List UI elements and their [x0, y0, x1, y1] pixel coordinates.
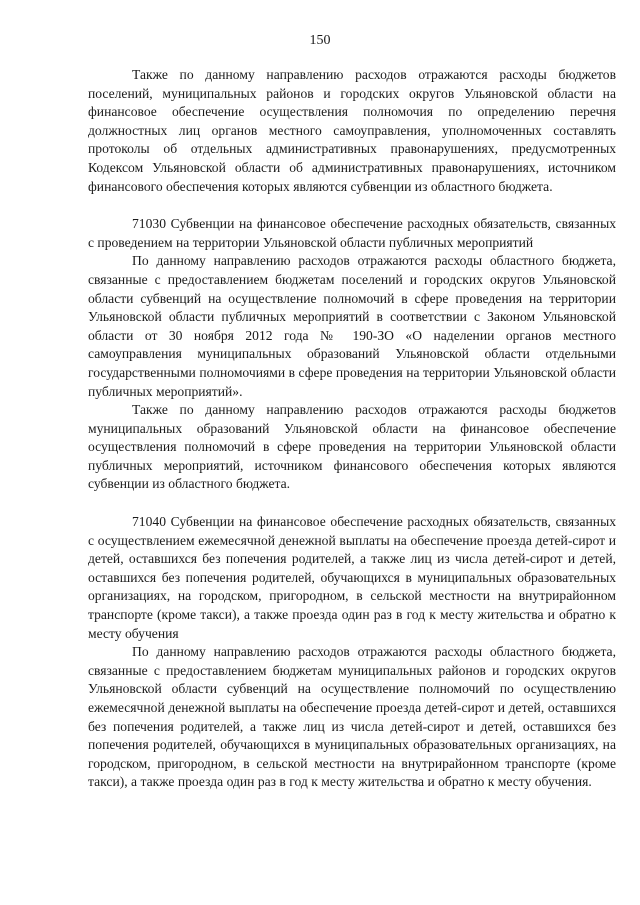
- paragraph-71040-regional-budget: По данному направлению расходов отражаются расходы областного бюджета, связанные с предоставлением бюджетам муниципальных районов и городских округов Ульяновской области субвенций на осуществление полномочий по осуществлению ежемесячной денежной выплаты на обеспечение проезда детей-сирот и детей, оставшихся без попечения родителей, а также лиц из числа детей-сирот и детей, оставшихся без попечения родителей, обучающихся в муниципальных образовательных организациях, на городском, пригородном, в сельской местности на внутрирайонном транспорте (кроме такси), а также проезда один раз в год к месту жительства и обратно к месту обучения.: [88, 644, 616, 790]
- page-number: 150: [309, 33, 331, 48]
- paragraph-71030-municipal-budgets: Также по данному направлению расходов отражаются расходы бюджетов муниципальных образований Ульяновской области на финансовое обеспечение осуществления полномочий в сфере проведения на территории Ульяновской области публичных мероприятий, источником финансового обеспечения которых являются субвенции из областного бюджета.: [88, 402, 616, 492]
- section-heading-71040: 71040 Субвенции на финансовое обеспечение расходных обязательств, связанных с осуществлением ежемесячной денежной выплаты на обеспечение проезда детей-сирот и детей, оставшихся без попечения родителей, а также лиц из числа детей-сирот и детей, оставшихся без попечения родителей, обучающихся в муниципальных образовательных организациях, на городском, пригородном, в сельской местности на внутрирайонном транспорте (кроме такси), а также проезда один раз в год к месту жительства и обратно к месту обучения: [88, 514, 616, 641]
- document-body: [88, 66, 616, 792]
- paragraph-71030-regional-budget: По данному направлению расходов отражаются расходы областного бюджета, связанные с предоставлением бюджетам поселений и городских округов Ульяновской области субвенций на осуществление полномочий в сфере проведения на территории Ульяновской области публичных мероприятий в соответствии с Законом Ульяновской области от 30 ноября 2012 года № 190-ЗО «О наделении органов местного самоуправления муниципальных образований Ульяновской области отдельными государственными полномочиями в сфере проведения на территории Ульяновской области публичных мероприятий».: [88, 253, 616, 399]
- paragraph-expenses-local-budgets: Также по данному направлению расходов отражаются расходы бюджетов поселений, муниципальных районов и городских округов Ульяновской области на финансовое обеспечение осуществления полномочия по определению перечня должностных лиц органов местного самоуправления, уполномоченных составлять протоколы об отдельных административных правонарушениях, предусмотренных Кодексом Ульяновской области об административных правонарушениях, источником финансового обеспечения которых являются субвенции из областного бюджета.: [88, 67, 616, 194]
- section-heading-71030: 71030 Субвенции на финансовое обеспечение расходных обязательств, связанных с проведением на территории Ульяновской области публичных мероприятий: [88, 216, 616, 250]
